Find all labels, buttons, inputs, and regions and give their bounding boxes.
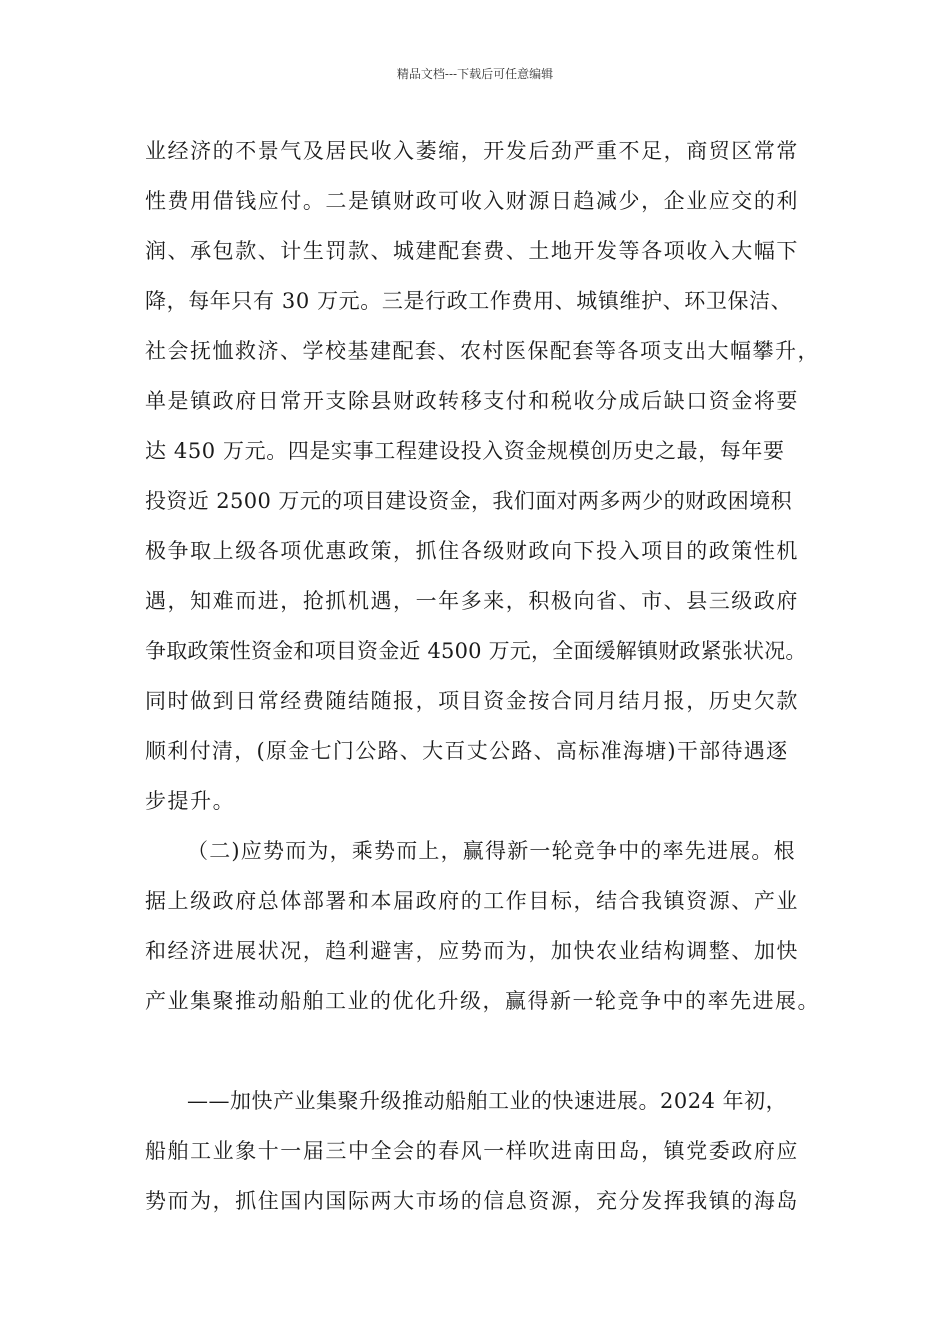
text-line: 争取政策性资金和项目资金近 4500 万元，全面缓解镇财政紧张状况。 (145, 639, 807, 663)
text-line: 极争取上级各项优惠政策，抓住各级财政向下投入项目的政策性机 (145, 539, 799, 563)
text-line: 产业集聚推动船舶工业的优化升级，赢得新一轮竞争中的率先进展。 (145, 989, 820, 1013)
text-line: （二)应势而为，乘势而上，赢得新一轮竞争中的率先进展。根 (187, 839, 796, 863)
text-line: 和经济进展状况，趋利避害，应势而为，加快农业结构调整、加快 (145, 939, 799, 963)
text-line: 达 450 万元。四是实事工程建设投入资金规模创历史之最，每年要 (145, 439, 785, 463)
text-line: 同时做到日常经费随结随报，项目资金按合同月结月报，历史欠款 (145, 689, 799, 713)
text-line: 性费用借钱应付。二是镇财政可收入财源日趋减少，企业应交的利 (145, 189, 799, 213)
text-line: ——加快产业集聚升级推动船舶工业的快速进展。2024 年初， (187, 1089, 788, 1113)
text-line: 社会抚恤救济、学校基建配套、农村医保配套等各项支出大幅攀升， (145, 339, 820, 363)
text-line: 步提升。 (145, 789, 236, 813)
text-line: 据上级政府总体部署和本届政府的工作目标，结合我镇资源、产业 (145, 889, 799, 913)
text-line: 势而为，抓住国内国际两大市场的信息资源，充分发挥我镇的海岛 (145, 1189, 799, 1213)
text-line: 遇，知难而进，抢抓机遇，一年多来，积极向省、市、县三级政府 (145, 589, 799, 613)
text-line: 业经济的不景气及居民收入萎缩，开发后劲严重不足，商贸区常常 (145, 139, 799, 163)
page-header: 精品文档---下载后可任意编辑 (396, 67, 554, 81)
text-line: 润、承包款、计生罚款、城建配套费、土地开发等各项收入大幅下 (145, 239, 799, 263)
text-line: 顺利付清，(原金七门公路、大百丈公路、高标准海塘)干部待遇逐 (145, 739, 789, 763)
text-line: 单是镇政府日常开支除县财政转移支付和税收分成后缺口资金将要 (145, 389, 799, 413)
text-line: 船舶工业象十一届三中全会的春风一样吹进南田岛，镇党委政府应 (145, 1139, 799, 1163)
text-line: 投资近 2500 万元的项目建设资金，我们面对两多两少的财政困境积 (145, 489, 792, 513)
text-line: 降，每年只有 30 万元。三是行政工作费用、城镇维护、环卫保洁、 (145, 289, 793, 313)
